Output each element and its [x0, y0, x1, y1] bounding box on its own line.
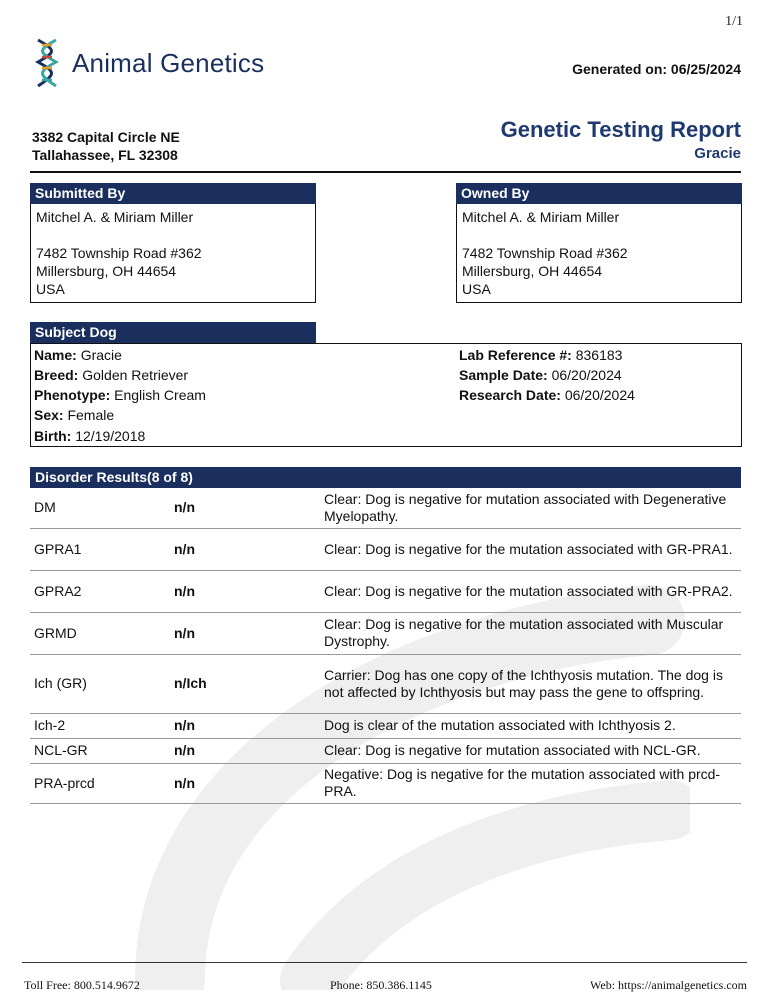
result-description: Clear: Dog is negative for the mutation associated with GR-PRA1. — [320, 528, 741, 570]
disorder-name: Ich (GR) — [30, 654, 170, 713]
logo-text: Animal Genetics — [72, 47, 265, 78]
disorder-name: GPRA1 — [30, 528, 170, 570]
subject-dog-heading: Subject Dog — [30, 322, 316, 343]
submitted-by-address2: Millersburg, OH 44654 — [36, 263, 177, 279]
disorder-name: PRA-prcd — [30, 763, 170, 803]
submitted-by-box — [30, 204, 316, 303]
genotype: n/n — [170, 738, 320, 763]
research-date-label: Research Date: — [459, 387, 561, 403]
subject-birth — [34, 426, 145, 446]
result-description: Dog is clear of the mutation associated with Ichthyosis 2. — [320, 713, 741, 738]
subject-phenotype-value: English Cream — [114, 387, 206, 403]
genotype: n/n — [170, 528, 320, 570]
owned-by-section — [456, 183, 742, 303]
subject-phenotype — [34, 385, 206, 405]
genotype: n/Ich — [170, 654, 320, 713]
subject-sex-label: Sex: — [34, 407, 64, 423]
result-row — [30, 654, 741, 713]
result-row — [30, 570, 741, 612]
subject-sex — [34, 405, 114, 425]
owned-by-heading: Owned By — [456, 183, 742, 204]
genotype: n/n — [170, 570, 320, 612]
subject-breed — [34, 365, 188, 385]
disorder-name: GPRA2 — [30, 570, 170, 612]
dna-helix-icon — [34, 38, 60, 88]
genotype: n/n — [170, 713, 320, 738]
owned-by-address1: 7482 Township Road #362 — [462, 245, 628, 261]
page-number: 1/1 — [725, 14, 743, 29]
subject-breed-label: Breed: — [34, 367, 79, 383]
genotype: n/n — [170, 612, 320, 654]
owned-by-address2: Millersburg, OH 44654 — [462, 263, 603, 279]
subject-name — [34, 345, 122, 365]
subject-birth-label: Birth: — [34, 428, 72, 444]
submitted-by-address1: 7482 Township Road #362 — [36, 245, 202, 261]
disorder-results-table — [30, 488, 741, 804]
disorder-results-heading: Disorder Results(8 of 8) — [30, 467, 741, 488]
genotype: n/n — [170, 488, 320, 528]
lab-reference-value: 836183 — [575, 347, 623, 363]
subject-sex-value: Female — [67, 407, 115, 423]
lab-address — [32, 128, 180, 164]
result-description: Negative: Dog is negative for the mutation associated with prcd-PRA. — [320, 763, 741, 803]
result-row — [30, 612, 741, 654]
footer-divider — [22, 962, 747, 963]
result-description: Carrier: Dog has one copy of the Ichthyosis mutation. The dog is not affected by Ichthyosis but may pass the gene to offspring. — [320, 654, 741, 713]
header-divider — [30, 171, 741, 173]
generated-date: Generated on: 06/25/2024 — [572, 61, 741, 77]
result-description: Clear: Dog is negative for the mutation associated with GR-PRA2. — [320, 570, 741, 612]
sample-date — [459, 365, 622, 385]
lab-reference-label: Lab Reference #: — [459, 347, 572, 363]
research-date — [459, 385, 635, 405]
lab-reference — [459, 345, 622, 365]
submitted-by-heading: Submitted By — [30, 183, 316, 204]
research-date-value: 06/20/2024 — [564, 387, 635, 403]
owned-by-name: Mitchel A. & Miriam Miller — [462, 209, 620, 225]
result-description: Clear: Dog is negative for mutation associated with NCL-GR. — [320, 738, 741, 763]
submitted-by-country: USA — [36, 281, 65, 297]
result-row — [30, 738, 741, 763]
result-row — [30, 763, 741, 803]
disorder-name: DM — [30, 488, 170, 528]
owned-by-box — [456, 204, 742, 303]
address-line-1: 3382 Capital Circle NE — [32, 129, 180, 145]
sample-date-value: 06/20/2024 — [551, 367, 622, 383]
disorder-name: GRMD — [30, 612, 170, 654]
footer-web: Web: https://animalgenetics.com — [590, 978, 747, 992]
result-row — [30, 528, 741, 570]
result-row — [30, 488, 741, 528]
genotype: n/n — [170, 763, 320, 803]
result-description: Clear: Dog is negative for the mutation associated with Muscular Dystrophy. — [320, 612, 741, 654]
submitted-by-name: Mitchel A. & Miriam Miller — [36, 209, 194, 225]
submitted-by-section — [30, 183, 316, 303]
report-subject: Gracie — [694, 145, 741, 162]
subject-breed-value: Golden Retriever — [82, 367, 189, 383]
report-title: Genetic Testing Report — [500, 117, 741, 142]
subject-name-value: Gracie — [80, 347, 122, 363]
subject-phenotype-label: Phenotype: — [34, 387, 111, 403]
disorder-name: NCL-GR — [30, 738, 170, 763]
result-row — [30, 713, 741, 738]
result-description: Clear: Dog is negative for mutation associated with Degenerative Myelopathy. — [320, 488, 741, 528]
owned-by-country: USA — [462, 281, 491, 297]
footer-phone: Phone: 850.386.1145 — [330, 978, 432, 992]
subject-birth-value: 12/19/2018 — [75, 428, 146, 444]
sample-date-label: Sample Date: — [459, 367, 548, 383]
footer-toll-free: Toll Free: 800.514.9672 — [24, 978, 140, 992]
disorder-name: Ich-2 — [30, 713, 170, 738]
logo — [34, 38, 264, 88]
address-line-2: Tallahassee, FL 32308 — [32, 147, 178, 163]
subject-name-label: Name: — [34, 347, 77, 363]
